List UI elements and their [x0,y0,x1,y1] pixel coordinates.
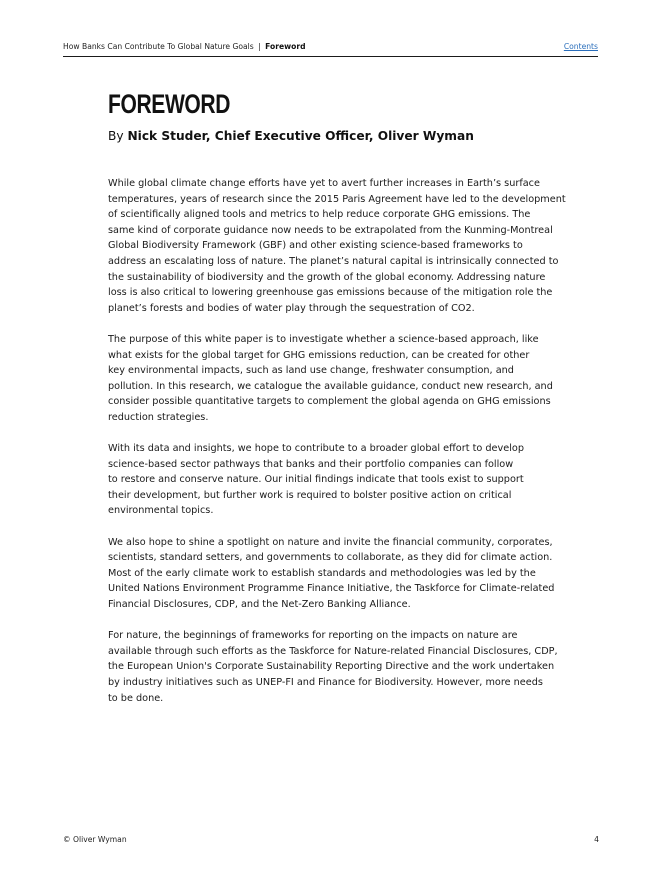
header-separator: | [258,42,261,51]
text-line: With its data and insights, we hope to contribute to a broader global effort to develop [108,443,524,455]
text-line: their development, but further work is required to bolster positive action on critical [108,489,512,501]
text-line: Most of the early climate work to establish standards and methodologies was led by the [108,567,536,579]
paragraph [108,332,558,426]
text-line: available through such efforts as the Taskforce for Nature-related Financial Disclosures, CDP, [108,645,558,657]
body-text [108,176,566,722]
text-line: of scientifically aligned tools and metrics to help reduce corporate GHG emissions. The [108,209,531,221]
text-line: address an escalating loss of nature. The planet’s natural capital is intrinsically connected to [108,255,559,267]
text-line: reduction strategies. [108,411,209,423]
text-line: For nature, the beginnings of frameworks for reporting on the impacts on nature are [108,630,518,642]
text-line: Financial Disclosures, CDP, and the Net-Zero Banking Alliance. [108,599,411,611]
paragraph [108,176,566,316]
text-line: environmental topics. [108,505,214,517]
paragraph [108,628,558,706]
text-line: planet’s forests and bodies of water play through the sequestration of CO2. [108,302,475,314]
page-title: FOREWORD [108,89,231,119]
contents-link[interactable]: Contents [563,42,598,51]
text-line: to be done. [108,692,164,704]
byline-prefix: By [108,129,124,143]
byline [108,128,474,144]
section-title: Foreword [265,42,306,51]
text-line: United Nations Environment Programme Finance Initiative, the Taskforce for Climate-related [108,583,555,595]
paragraph [108,535,558,613]
document-title: How Banks Can Contribute To Global Nature Goals [63,42,254,51]
text-line: loss is also critical to lowering greenhouse gas emissions because of the mitigation role the [108,287,553,299]
text-line: key environmental impacts, such as land use change, freshwater consumption, and [108,365,514,377]
text-line: While global climate change efforts have yet to avert further increases in Earth’s surface [108,178,540,189]
text-line: consider possible quantitative targets to complement the global agenda on GHG emissions [108,396,551,408]
text-line: same kind of corporate guidance now needs to be extrapolated from the Kunming-Montreal [108,224,553,236]
text-line: pollution. In this research, we catalogue the available guidance, conduct new research, and [108,380,553,392]
page-number: 4 [594,835,599,844]
text-line: to restore and conserve nature. Our initial findings indicate that tools exist to support [108,474,524,486]
text-line: the European Union's Corporate Sustainability Reporting Directive and the work undertaken [108,661,555,673]
byline-author: Nick Studer, Chief Executive Officer, Oliver Wyman [127,129,474,143]
running-header [63,42,306,52]
text-line: temperatures, years of research since the 2015 Paris Agreement have led to the development [108,193,566,205]
text-line: Global Biodiversity Framework (GBF) and other existing science-based frameworks to [108,240,523,252]
page-header [63,41,598,57]
text-line: The purpose of this white paper is to investigate whether a science-based approach, like [108,333,539,345]
text-line: We also hope to shine a spotlight on nature and invite the financial community, corporates, [108,536,553,548]
text-line: what exists for the global target for GHG emissions reduction, can be created for other [108,349,530,361]
paragraph [108,441,558,519]
text-line: by industry initiatives such as UNEP-FI and Finance for Biodiversity. However, more needs [108,677,543,688]
text-line: science-based sector pathways that banks and their portfolio companies can follow [108,458,514,470]
text-line: scientists, standard setters, and governments to collaborate, as they did for climate action. [108,552,553,564]
footer-copyright: © Oliver Wyman [63,835,127,844]
text-line: the sustainability of biodiversity and the growth of the global economy. Addressing nature [108,271,546,283]
